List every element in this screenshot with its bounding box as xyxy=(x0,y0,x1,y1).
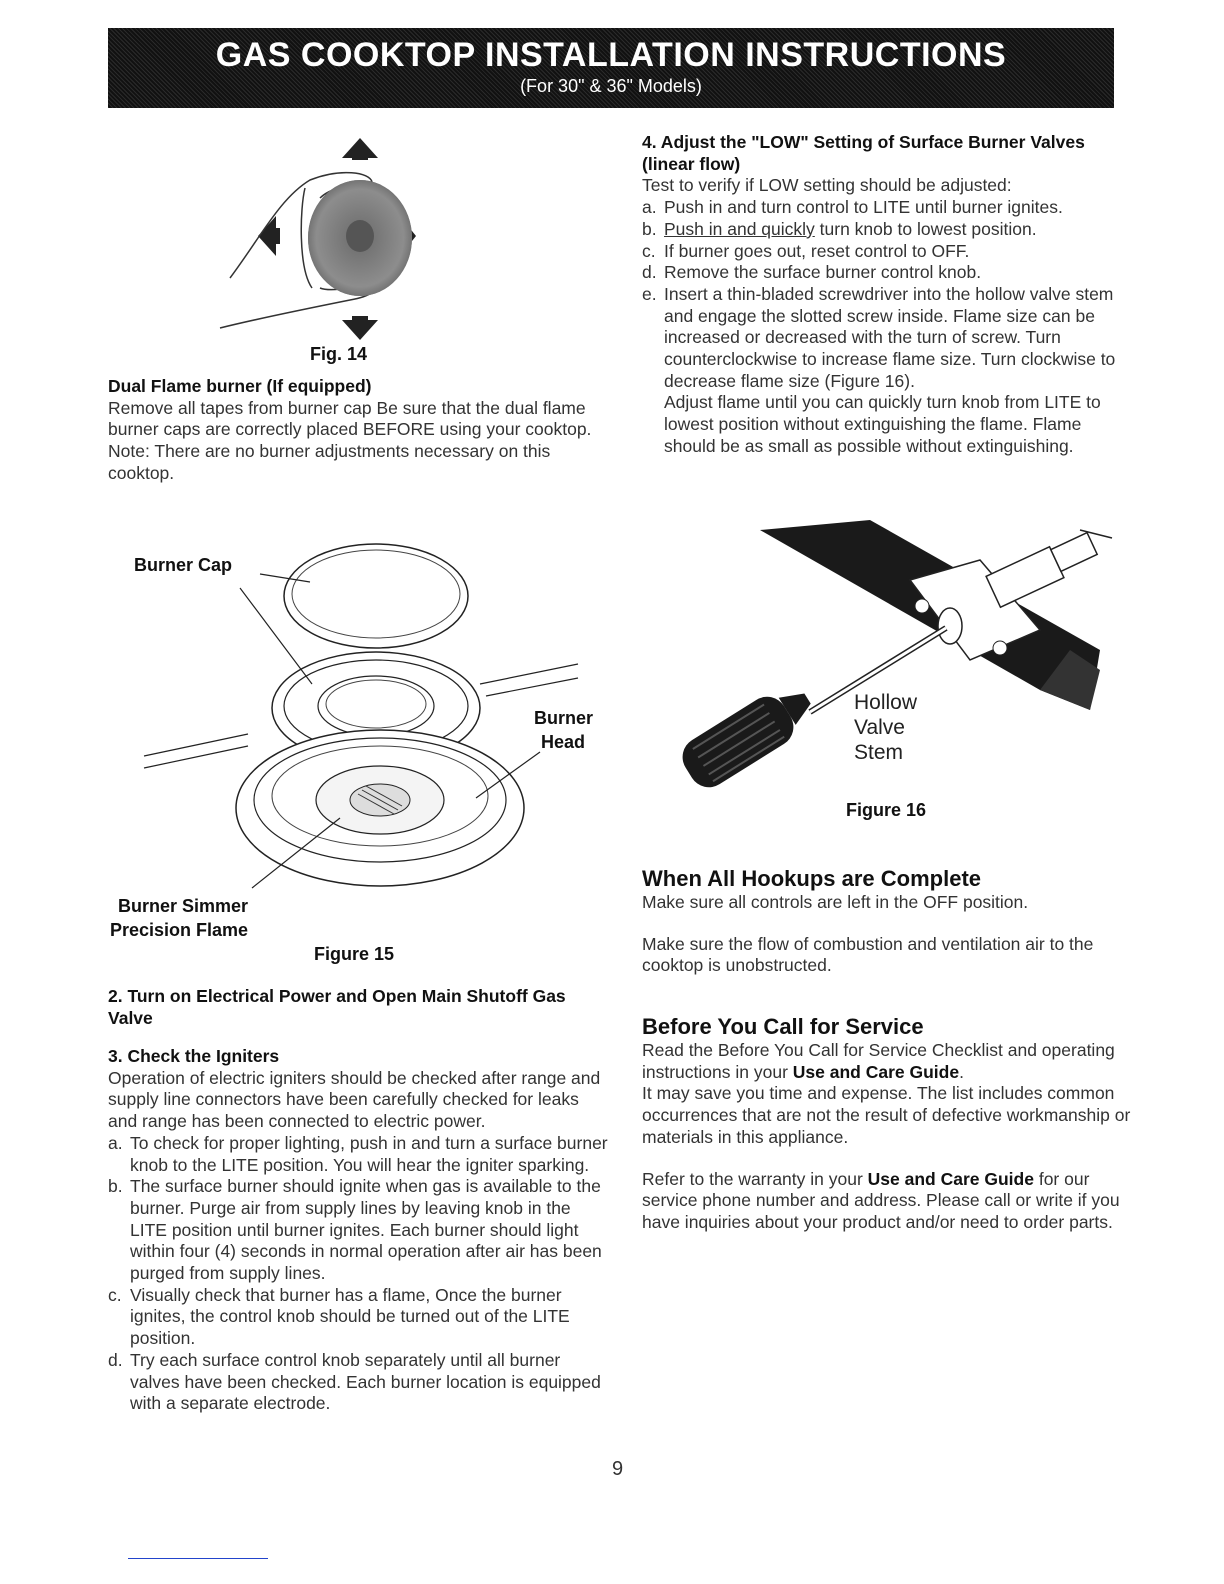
list-item: d. Remove the surface burner control knob. xyxy=(642,262,982,283)
service-paragraph-1: Read the Before You Call for Service Checklist and operating instructions in your Use and Care Guide. xyxy=(642,1040,1115,1082)
figure-15-caption: Figure 15 xyxy=(314,944,395,964)
burner-cap-label: Burner Cap xyxy=(134,555,233,575)
burner-cap-shape xyxy=(284,544,468,648)
arrow-left-icon xyxy=(258,216,276,256)
hookups-paragraph-1: Make sure all controls are left in the OFF position. xyxy=(642,892,1029,912)
list-item: c. Visually check that burner has a flame, Once the burner ignites, the control knob should be turned out of the LITE position. xyxy=(108,1284,570,1349)
page-subtitle: (For 30" & 36" Models) xyxy=(520,76,702,96)
list-item: d. Try each surface control knob separately until all burner valves have been checked. Each burner location is equipped with a separate electrode. xyxy=(108,1349,601,1414)
step-4-intro: Test to verify if LOW setting should be adjusted: xyxy=(642,175,1012,196)
figure-16-caption: Figure 16 xyxy=(846,800,927,820)
page-number: 9 xyxy=(612,1458,624,1480)
arrow-down-icon xyxy=(342,320,378,340)
list-item: a. To check for proper lighting, push in and turn a surface burner knob to the LITE position. You will hear the igniter sparking. xyxy=(108,1132,608,1175)
hollow-valve-stem-label: Hollow Valve Stem xyxy=(854,691,918,764)
dual-flame-note: Note: There are no burner adjustments necessary on this cooktop. xyxy=(108,441,551,483)
burner-head-label-2: Head xyxy=(541,732,586,752)
burner-head-label-1: Burner xyxy=(534,708,594,728)
list-item: b. The surface burner should ignite when gas is available to the burner. Purge air from supply lines by leaving knob in the LITE position until burner ignites. Each burner should light within four (4) seconds in normal operation after air has been purged from supply lines. xyxy=(108,1176,602,1284)
burner-simmer-label-1: Burner Simmer xyxy=(118,896,249,916)
dual-flame-body: Remove all tapes from burner cap Be sure that the dual flame burner caps are correctly placed BEFORE using your cooktop. xyxy=(108,397,592,440)
step-3-intro: Operation of electric igniters should be checked after range and supply line connectors have been carefully checked for leaks and range has been connected to electric power. xyxy=(108,1067,601,1132)
service-paragraph-3: Refer to the warranty in your Use and Care Guide for our service phone number and address. Please call or write if you have inquiries about your product and/or need to order parts. xyxy=(642,1168,1120,1232)
step-3-heading: 3. Check the Igniters xyxy=(108,1046,280,1066)
list-item: c. If burner goes out, reset control to OFF. xyxy=(642,240,970,261)
figure-14-knob-illustration xyxy=(200,128,440,348)
footer-rule xyxy=(128,1558,268,1559)
dual-flame-heading: Dual Flame burner (If equipped) xyxy=(108,376,372,396)
page-title: GAS COOKTOP INSTALLATION INSTRUCTIONS xyxy=(215,36,1007,74)
hookups-paragraph-2: Make sure the flow of combustion and ventilation air to the cooktop is unobstructed. xyxy=(642,933,1094,976)
service-heading: Before You Call for Service xyxy=(642,1014,924,1039)
list-item: b. Push in and quickly turn knob to lowest position. xyxy=(642,218,1037,239)
step-2-heading: 2. Turn on Electrical Power and Open Main Shutoff Gas Valve xyxy=(108,986,566,1028)
list-item: e. Insert a thin-bladed screwdriver into the hollow valve stem and engage the slotted screw inside. Flame size can be increased or decreased with the turn of screw. Turn counterclockwise to increase flame size. Turn clockwise to decrease flame size (Figure 16). Adjust flame until you can quickly turn knob from LITE to lowest position without extinguishing the flame. Flame should be as small as possible without extinguishing. xyxy=(642,283,1116,456)
step-4-heading: 4. Adjust the "LOW" Setting of Surface Burner Valves (linear flow) xyxy=(642,132,1085,174)
figure-14-caption: Fig. 14 xyxy=(310,344,368,364)
screwdriver-icon xyxy=(675,676,821,790)
burner-simmer-label-2: Precision Flame xyxy=(110,920,249,940)
header-banner xyxy=(108,28,1114,108)
service-paragraph-2: It may save you time and expense. The list includes common occurrences that are not the result of defective workmanship or materials in this appliance. xyxy=(642,1083,1131,1147)
hookups-heading: When All Hookups are Complete xyxy=(642,866,982,891)
arrow-up-icon xyxy=(342,138,378,158)
list-item: a. Push in and turn control to LITE until burner ignites. xyxy=(642,197,1063,218)
